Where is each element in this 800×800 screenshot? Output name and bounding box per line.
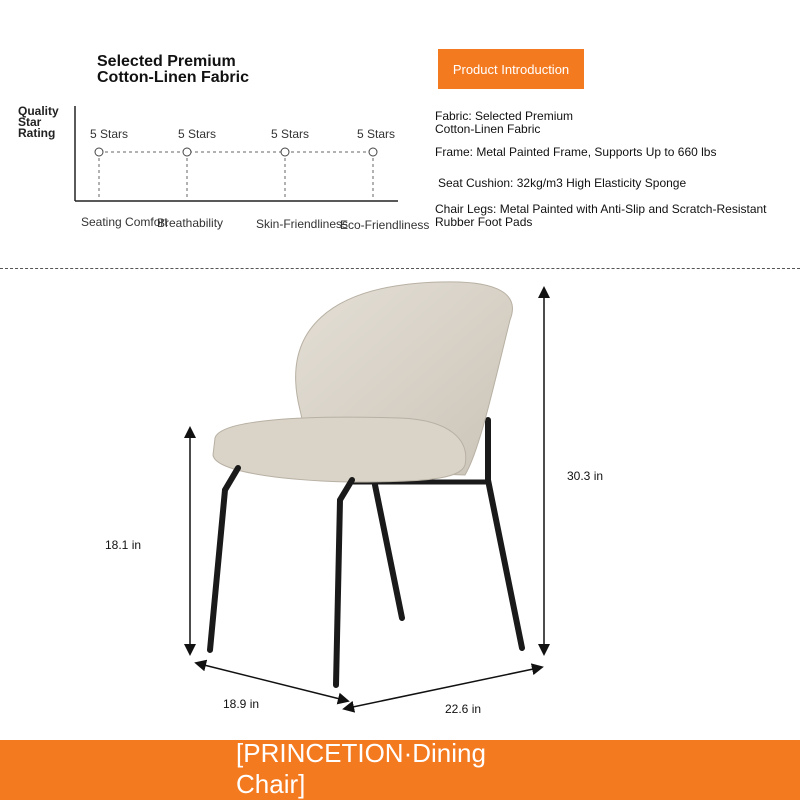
title-line-2: Cotton-Linen Fabric	[97, 69, 249, 86]
product-name	[236, 738, 536, 800]
product-introduction-label: Product Introduction	[452, 61, 570, 77]
metric-eco-friendliness: Eco-Friendliness	[340, 218, 430, 232]
rating-point-1	[95, 148, 103, 200]
spec-fabric-line-2: Cotton-Linen Fabric	[435, 122, 541, 136]
title-line-1: Selected Premium	[97, 53, 236, 70]
spec-frame: Frame: Metal Painted Frame, Supports Up to 660 lbs	[435, 145, 717, 159]
chair-illustration	[0, 270, 800, 740]
metric-seating-comfort: Seating Comfort	[81, 215, 168, 229]
metric-skin-friendliness: Skin-Friendliness	[256, 217, 349, 231]
spec-seat-cushion: Seat Cushion: 32kg/m3 High Elasticity Sponge	[438, 176, 687, 190]
spec-legs-line-1: Chair Legs: Metal Painted with Anti-Slip and Scratch-Resistant	[435, 202, 767, 216]
rating-point-2	[183, 148, 191, 200]
spec-chair-legs	[435, 203, 767, 229]
total-height-label: 30.3 in	[567, 469, 604, 483]
stars-label-2: 5 Stars	[178, 127, 217, 141]
rating-point-4	[369, 148, 377, 200]
rating-label-line-3: Rating	[18, 126, 56, 140]
spec-fabric-line-1: Fabric: Selected Premium	[435, 109, 574, 123]
stars-label-3: 5 Stars	[271, 127, 310, 141]
stars-label-1: 5 Stars	[90, 127, 129, 141]
rating-label-line-1: Quality	[18, 104, 59, 118]
stars-label-4: 5 Stars	[357, 127, 396, 141]
spec-fabric	[435, 110, 573, 136]
rating-point-3	[281, 148, 289, 200]
seat-height-label: 18.1 in	[105, 538, 142, 552]
metric-breathability: Breathability	[157, 216, 224, 230]
chair-seat	[213, 417, 466, 482]
product-name-line-1: [PRINCETION·Dining	[236, 738, 486, 768]
section-divider	[0, 268, 800, 269]
product-name-line-2: Chair]	[236, 769, 306, 799]
width-arrow	[200, 664, 344, 700]
depth-label: 22.6 in	[445, 702, 482, 716]
chair-front-legs	[210, 468, 352, 685]
width-label: 18.9 in	[223, 697, 260, 711]
depth-arrow	[348, 668, 538, 708]
spec-legs-line-2: Rubber Foot Pads	[435, 215, 533, 229]
rating-label-line-2: Star	[18, 115, 42, 129]
